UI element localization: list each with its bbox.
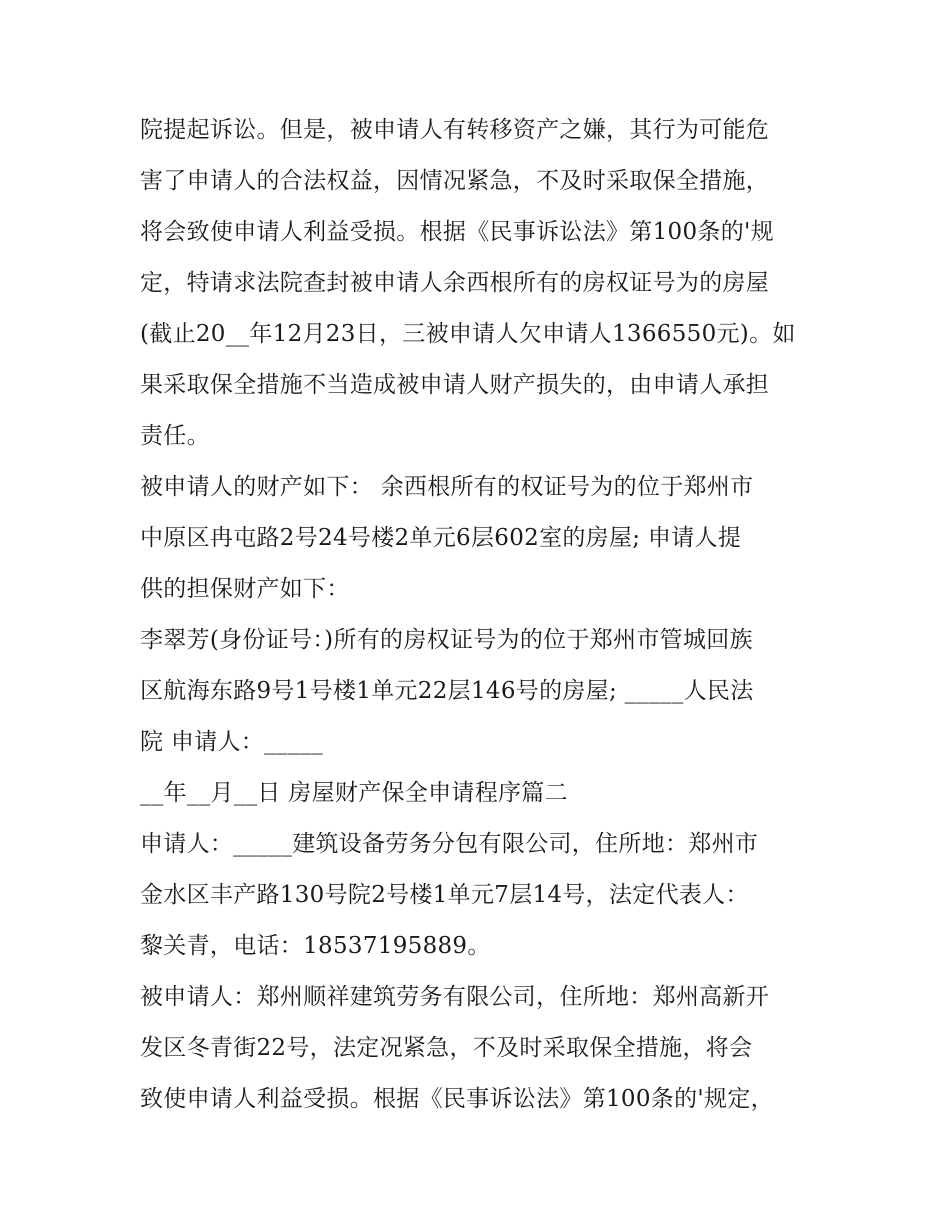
document-body	[140, 105, 820, 1125]
text-line: 黎关青，电话：18537195889。	[140, 933, 491, 959]
text-line: 中原区冉屯路2号24号楼2单元6层602室的房屋; 申请人提	[140, 525, 742, 551]
text-line: 李翠芳(身份证号：)所有的房权证号为的位于郑州市管城回族	[140, 627, 753, 653]
text-line: (截止20__年12月23日，三被申请人欠申请人1366550元)。如	[140, 321, 796, 347]
text-line: 发区冬青街22号，法定况紧急，不及时采取保全措施，将会	[140, 1035, 753, 1061]
text-line: 被申请人的财产如下： 余西根所有的权证号为的位于郑州市	[140, 474, 754, 500]
text-line: 金水区丰产路130号院2号楼1单元7层14号，法定代表人：	[140, 882, 749, 908]
section-heading-line: __年__月__日 房屋财产保全申请程序篇二	[140, 780, 568, 806]
text-line: 果采取保全措施不当造成被申请人财产损失的，由申请人承担	[140, 372, 770, 398]
text-line: 定，特请求法院查封被申请人余西根所有的房权证号为的房屋	[140, 270, 770, 296]
text-line: 院提起诉讼。但是，被申请人有转移资产之嫌，其行为可能危	[140, 117, 770, 143]
text-line: 申请人：_____建筑设备劳务分包有限公司，住所地：郑州市	[140, 831, 759, 857]
text-line: 区航海东路9号1号楼1单元22层146号的房屋; _____人民法	[140, 678, 754, 704]
text-line: 将会致使申请人利益受损。根据《民事诉讼法》第100条的'规	[140, 219, 774, 245]
text-line: 致使申请人利益受损。根据《民事诉讼法》第100条的'规定，	[140, 1086, 774, 1112]
text-line: 责任。	[140, 423, 210, 449]
text-line: 被申请人：郑州顺祥建筑劳务有限公司，住所地：郑州高新开	[140, 984, 770, 1010]
text-line: 院 申请人：_____	[140, 729, 324, 755]
text-line: 害了申请人的合法权益，因情况紧急，不及时采取保全措施，	[140, 168, 770, 194]
text-line: 供的担保财产如下：	[140, 576, 350, 602]
